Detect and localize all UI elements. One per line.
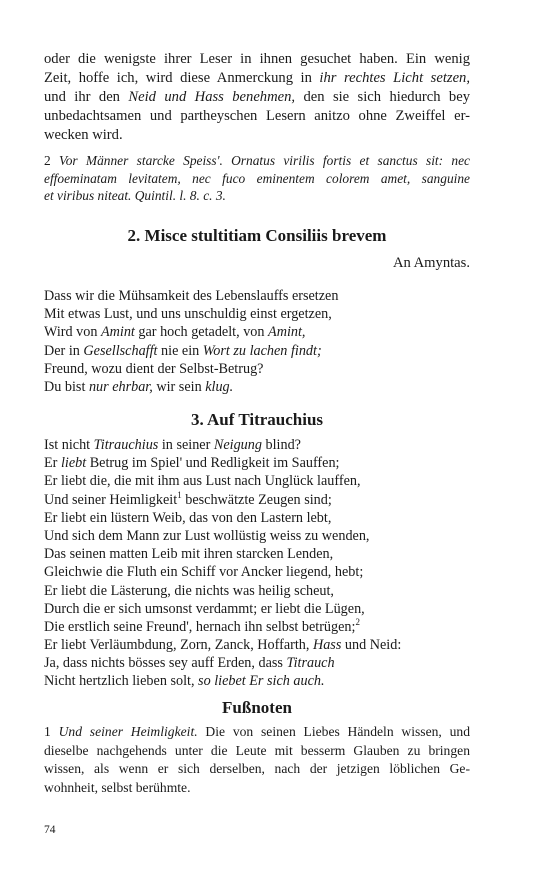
verse-line: Du bist nur ehrbar, wir sein klug.	[44, 378, 234, 395]
verse-line: Ja, dass nichts bösses sey auff Erden, dass Titrauch	[44, 655, 335, 672]
footnote-ref-2[interactable]: 2	[355, 616, 360, 627]
note-line: et viribus niteat. Quintil. l. 8. c. 3.	[44, 188, 226, 203]
poem-3-title: 3. Auf Titrauchius	[190, 410, 324, 429]
verse-line: Das seinen matten Leib mit ihren starcken Lenden,	[44, 546, 334, 563]
verse-line: Durch die er sich umsonst verdammt; er liebt die Lügen,	[44, 600, 365, 617]
book-page	[44, 0, 470, 880]
intro-line: wecken wird.	[44, 127, 123, 143]
footnotes-heading: Fußnoten	[222, 698, 292, 717]
verse-line: Der in Gesellschafft nie ein Wort zu lachen findt;	[44, 342, 322, 359]
verse-line: Ist nicht Titrauchius in seiner Neigung blind?	[44, 437, 301, 453]
poem-2-dedication: An Amyntas.	[392, 255, 470, 271]
verse-line: Und sich dem Mann zur Lust wollüstig weiss zu wenden,	[44, 527, 370, 544]
intro-line: oder die wenigste ihrer Leser in ihnen gesuchet haben. Ein wenig	[44, 51, 470, 67]
verse-line: Nicht hertzlich lieben solt, so liebet Er sich auch.	[44, 673, 325, 690]
verse-line: Die erstlich seine Freund', hernach ihn selbst betrügen;$^2$	[44, 616, 360, 635]
verse-line: Gleichwie die Fluth ein Schiff vor Ancker liegend, hebt;	[44, 564, 364, 581]
verse-line: Und seiner Heimligkeit$^1$ beschwätzte Zeugen sind;	[44, 489, 332, 508]
verse-line: Mit etwas Lust, und uns unschuldig einst ergetzen,	[44, 306, 332, 323]
poem-2-title: 2. Misce stultitiam Consiliis brevem	[127, 226, 387, 245]
footnote-line: 1 Und seiner Heimligkeit. Die von seinen Liebes Händeln wissen, und	[44, 724, 470, 739]
note-2	[44, 152, 470, 205]
verse-line: Er liebt ein lüstern Weib, das von den Lastern lebt,	[44, 509, 332, 526]
page-number: 74	[44, 824, 56, 836]
footnote-1	[44, 723, 470, 797]
footnote-ref-1[interactable]: 1	[177, 489, 182, 500]
verse-line: Er liebt die Lästerung, die nichts was heilig scheut,	[44, 582, 334, 599]
poem-2-verse	[44, 287, 470, 396]
verse-line: Wird von Amint gar hoch getadelt, von Amint,	[44, 324, 306, 341]
verse-line: Er liebt Betrug im Spiel' und Redligkeit im Sauffen;	[44, 455, 340, 472]
verse-line: Dass wir die Mühsamkeit des Lebenslauffs ersetzen	[44, 288, 339, 304]
footnote-line: wissen, als wenn er sich derselben, nach der jetzigen löblichen Ge-	[44, 761, 470, 776]
poem-3-verse	[44, 436, 470, 691]
intro-paragraph	[44, 50, 470, 145]
note-line: effoeminatam levitatem, nec fuco eminentem colorem amet, sanguine	[44, 170, 470, 186]
note-line: 2 Vor Männer starcke Speiss'. Ornatus virilis fortis et sanctus sit: nec	[44, 153, 470, 168]
intro-line: unbedachtsamen und partheyschen Lesern anitzo ohne Zweiffel er-	[44, 108, 470, 124]
intro-line: Zeit, hoffe ich, wird diese Anmerckung in ihr rechtes Licht setzen,	[44, 70, 470, 86]
verse-line: Er liebt die, die mit ihm aus Lust nach Unglück lauffen,	[44, 473, 361, 490]
footnote-line: dieselbe nachgehends unter die Leute mit besserm Glauben zu bringen	[44, 742, 470, 758]
verse-line: Er liebt Verläumbdung, Zorn, Zanck, Hoffarth, Hass und Neid:	[44, 637, 402, 654]
footnote-line: wohnheit, selbst berühmte.	[44, 779, 191, 795]
verse-line: Freund, wozu dient der Selbst-Betrug?	[44, 360, 264, 377]
intro-line: und ihr den Neid und Hass benehmen, den sie sich hiedurch bey	[44, 89, 470, 105]
